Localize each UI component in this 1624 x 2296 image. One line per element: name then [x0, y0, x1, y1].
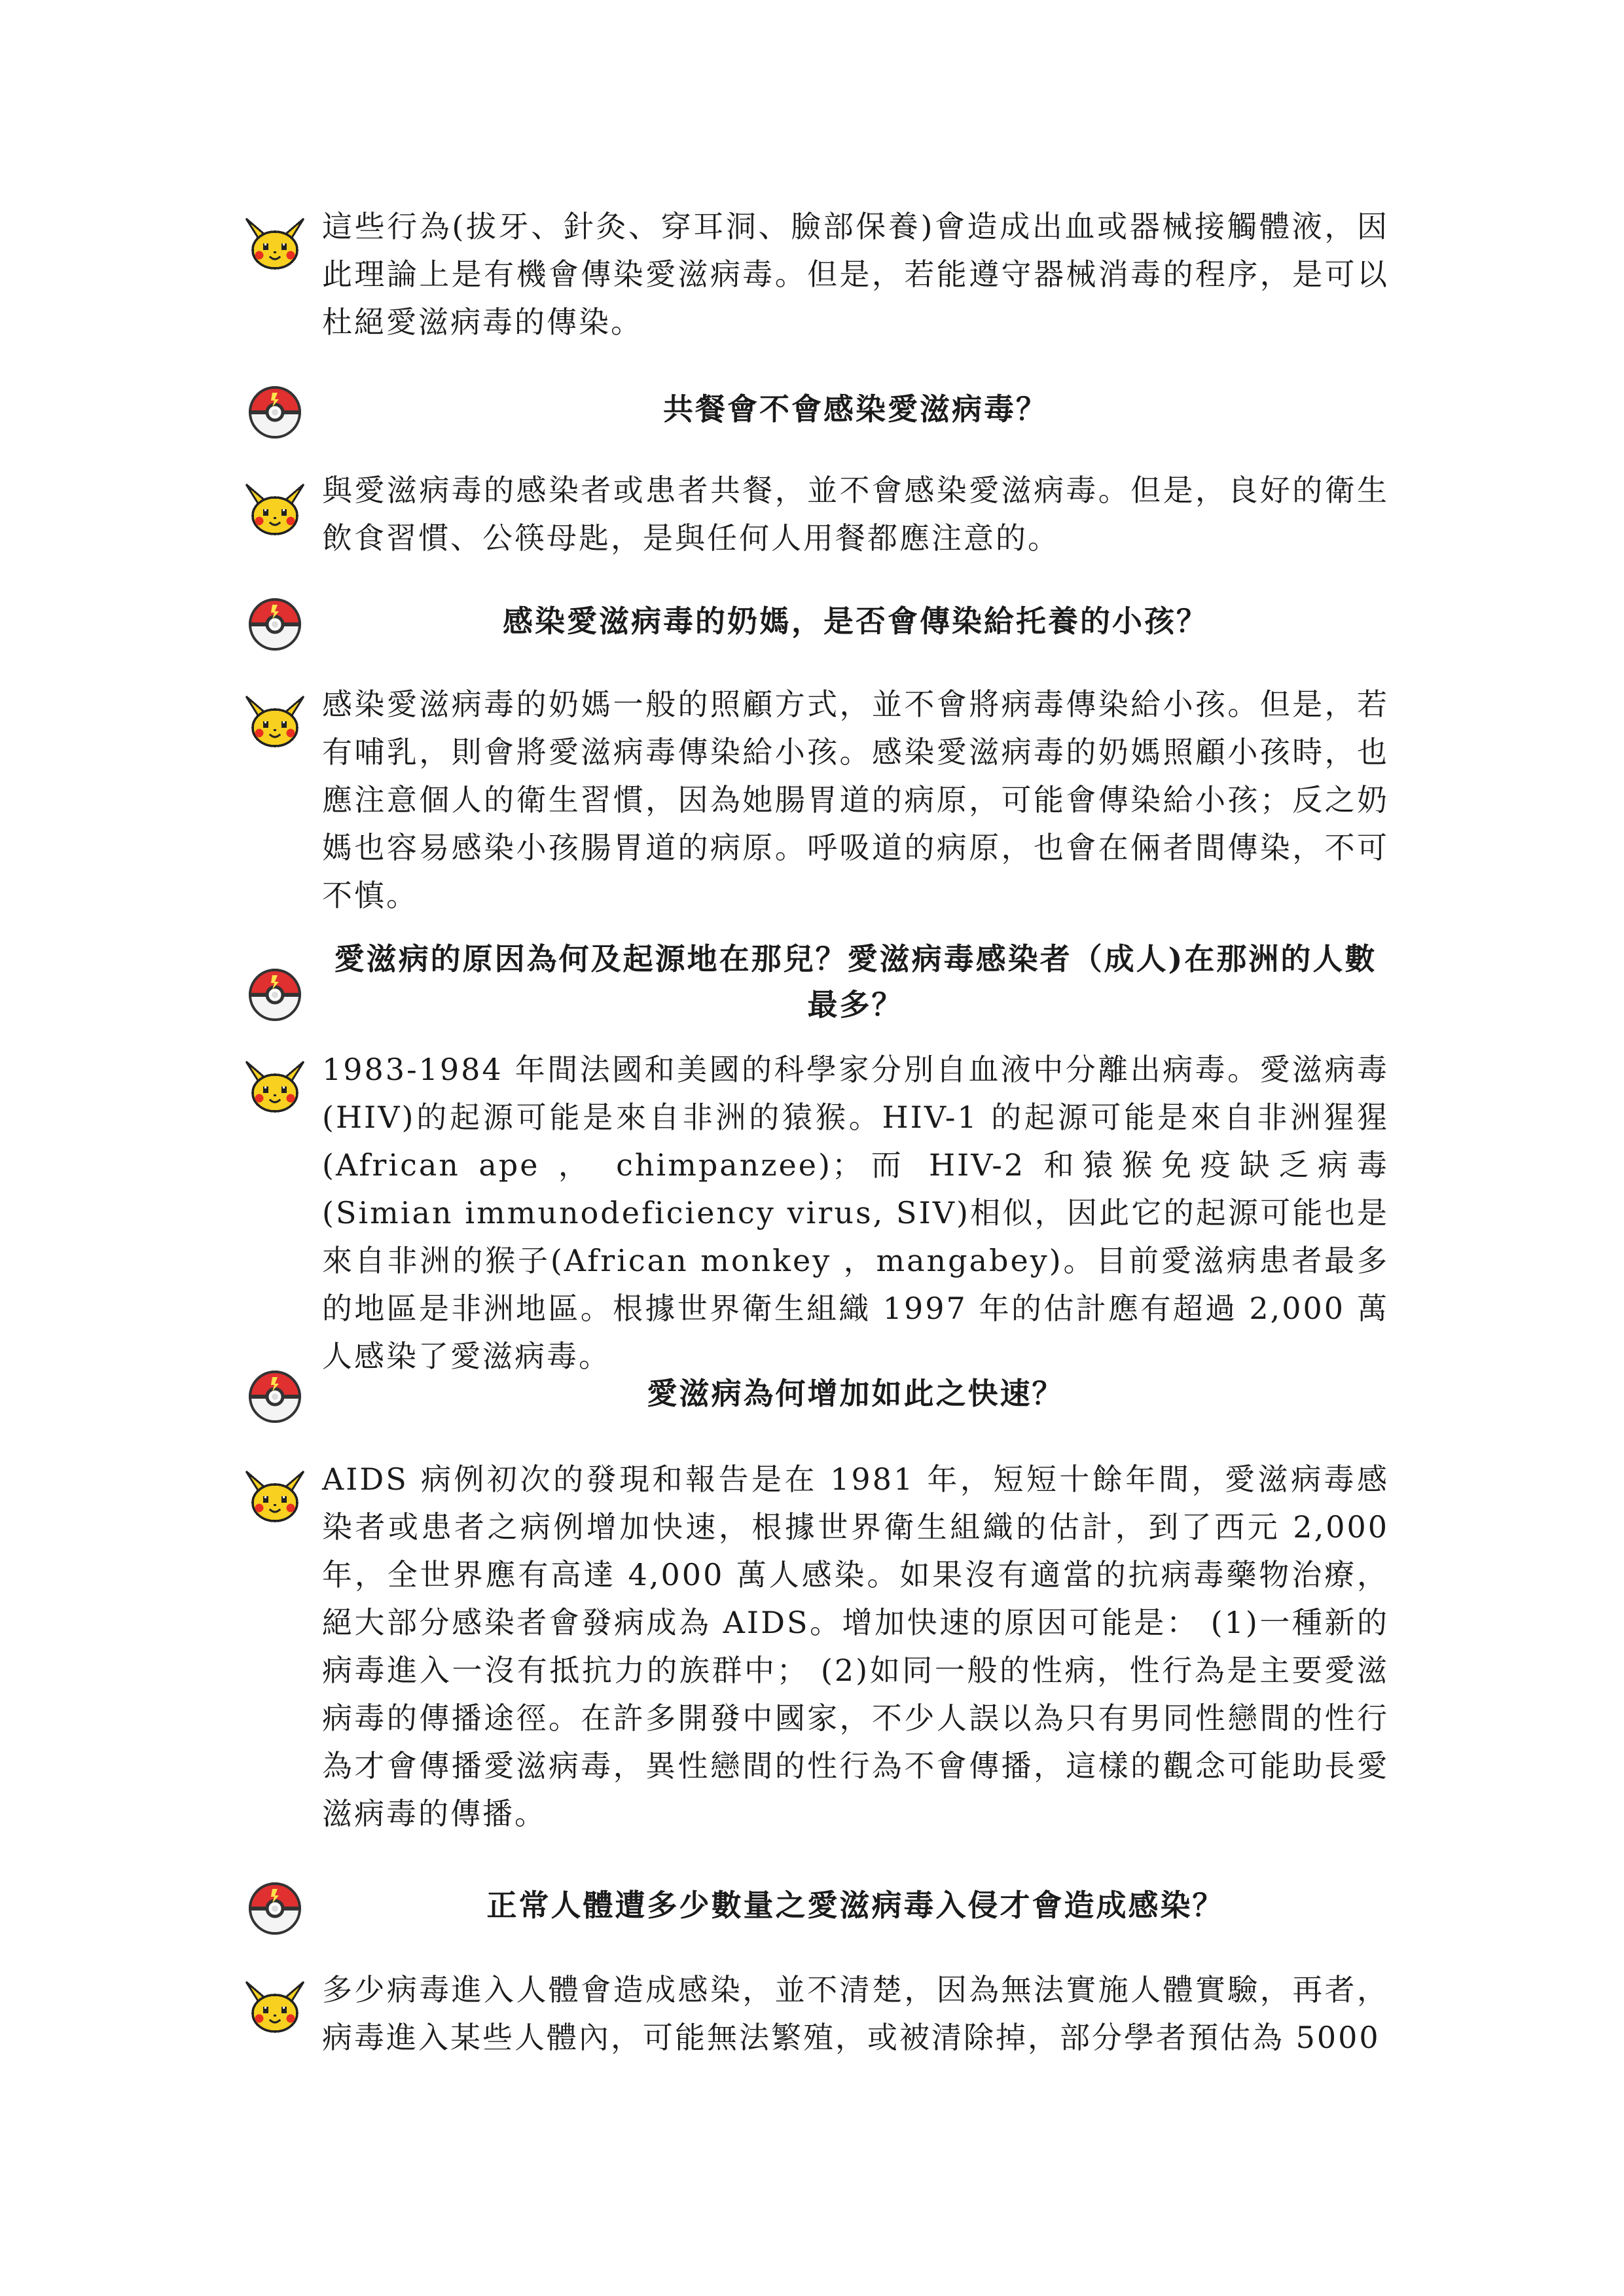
pikachu-icon: [244, 211, 306, 274]
question-heading: 正常人體遭多少數量之愛滋病毒入侵才會造成感染？: [486, 1888, 1225, 1923]
pikachu-icon: [244, 1463, 306, 1526]
pokeball-icon: [244, 1365, 306, 1428]
pikachu-icon: [244, 689, 306, 751]
answer-text: 多少病毒進入人體會造成感染，並不清楚，因為無法實施人體實驗，再者，病毒進入某些人體內，可能無法繁殖，或被清除掉，部分學者預估為 5000: [322, 1972, 1389, 2055]
pokeball-icon: [244, 593, 306, 656]
answer-text: 感染愛滋病毒的奶媽一般的照顧方式，並不會將病毒傳染給小孩。但是，若有哺乳，則會將愛滋病毒傳染給小孩。感染愛滋病毒的奶媽照顧小孩時，也應注意個人的衛生習慣，因為她腸胃道的病原，可能會傳染給小孩；反之奶媽也容易感染小孩腸胃道的病原。呼吸道的病原，也會在倆者間傳染，不可不慎。: [322, 687, 1389, 913]
pikachu-icon: [244, 1974, 306, 2037]
pokeball-icon: [244, 963, 306, 1026]
answer-text: AIDS 病例初次的發現和報告是在 1981 年，短短十餘年間，愛滋病毒感染者或患者之病例增加快速，根據世界衛生組織的估計，到了西元 2,000 年，全世界應有高達 4,000 萬人感染。如果沒有適當的抗病毒藥物治療，絕大部分感染者會發病成為 AIDS。增加快速的原因可能是： (1)一種新的病毒進入一沒有抵抗力的族群中； (2)如同一般的性病，性行為是主要愛滋病毒的傳播途徑。在許多開發中國家，不少人誤以為只有男同性戀間的性行為才會傳播愛滋病毒，異性戀間的性行為不會傳播，這樣的觀念可能助長愛滋病毒的傳播。: [322, 1462, 1390, 1831]
question-heading: 愛滋病為何增加如此之快速？: [647, 1376, 1064, 1411]
pikachu-icon: [244, 1054, 306, 1117]
pikachu-icon: [244, 476, 306, 539]
question-heading: 愛滋病的原因為何及起源地在那兒？愛滋病毒感染者（成人)在那洲的人數 最多？: [334, 941, 1377, 1022]
answer-text: 這些行為(拔牙、針灸、穿耳洞、臉部保養)會造成出血或器械接觸體液，因此理論上是有機會傳染愛滋病毒。但是，若能遵守器械消毒的程序，是可以杜絕愛滋病毒的傳染。: [322, 209, 1389, 340]
question-heading: 共餐會不會感染愛滋病毒？: [663, 391, 1048, 427]
pokeball-icon: [244, 381, 306, 444]
answer-text: 與愛滋病毒的感染者或患者共餐，並不會感染愛滋病毒。但是，良好的衛生飲食習慣、公筷母匙，是與任何人用餐都應注意的。: [322, 473, 1389, 556]
answer-text: 1983-1984 年間法國和美國的科學家分別自血液中分離出病毒。愛滋病毒(HIV)的起源可能是來自非洲的猿猴。HIV-1 的起源可能是來自非洲猩猩(African ape ， chimpanzee)；而 HIV-2 和猿猴免疫缺乏病毒(Simian immunodeficiency virus, SIV)相似，因此它的起源可能也是來自非洲的猴子(African monkey ，mangabey)。目前愛滋病患者最多的地區是非洲地區。根據世界衛生組織 1997 年的估計應有超過 2,000 萬人感染了愛滋病毒。: [322, 1052, 1389, 1374]
question-heading: 感染愛滋病毒的奶媽，是否會傳染給托養的小孩？: [503, 603, 1208, 639]
pokeball-icon: [244, 1877, 306, 1940]
